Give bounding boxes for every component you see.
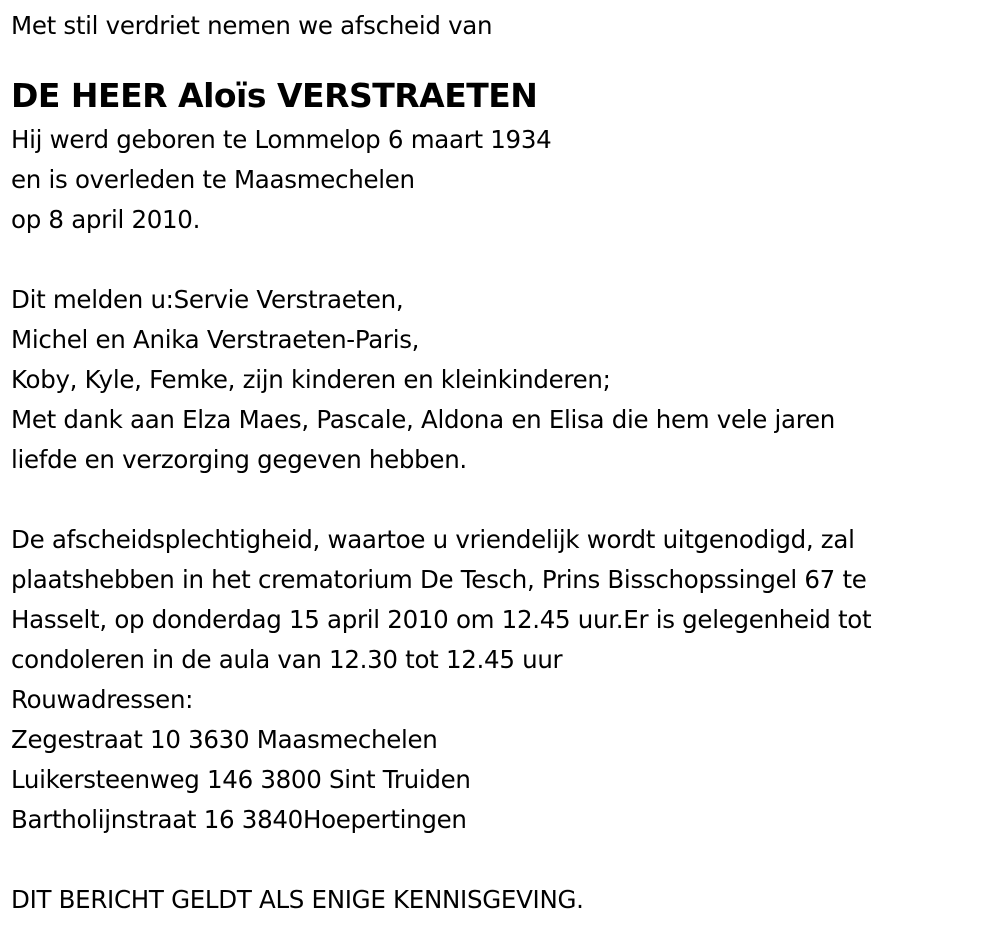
- ceremony-line: Hasselt, op donderdag 15 april 2010 om 12.45 uur.Er is gelegenheid tot: [11, 605, 872, 634]
- ceremony-section: [11, 520, 1000, 680]
- ceremony-line: plaatshebben in het crematorium De Tesch, Prins Bisschopssingel 67 te: [11, 565, 867, 594]
- intro-text: Met stil verdriet nemen we afscheid van: [11, 11, 493, 40]
- ceremony-line: De afscheidsplechtigheid, waartoe u vriendelijk wordt uitgenodigd, zal: [11, 525, 855, 554]
- birth-line: Hij werd geboren te Lommelop 6 maart 1934: [11, 125, 552, 154]
- birth-death-section: [11, 120, 1000, 240]
- address-line: Zegestraat 10 3630 Maasmechelen: [11, 725, 438, 754]
- family-line: Dit melden u:Servie Verstraeten,: [11, 285, 404, 314]
- closing-text: DIT BERICHT GELDT ALS ENIGE KENNISGEVING.: [11, 885, 584, 914]
- thanks-line: liefde en verzorging gegeven hebben.: [11, 445, 467, 474]
- spacer: [11, 840, 1000, 880]
- family-line: Koby, Kyle, Femke, zijn kinderen en kleinkinderen;: [11, 365, 611, 394]
- addresses-section: [11, 680, 1000, 840]
- family-section: [11, 280, 1000, 480]
- spacer: [11, 240, 1000, 280]
- address-line: Luikersteenweg 146 3800 Sint Truiden: [11, 765, 471, 794]
- thanks-line: Met dank aan Elza Maes, Pascale, Aldona en Elisa die hem vele jaren: [11, 405, 835, 434]
- family-line: Michel en Anika Verstraeten-Paris,: [11, 325, 420, 354]
- deceased-name: DE HEER Aloïs VERSTRAETEN: [11, 76, 538, 115]
- address-line: Bartholijnstraat 16 3840Hoepertingen: [11, 805, 467, 834]
- death-place-line: en is overleden te Maasmechelen: [11, 165, 415, 194]
- addresses-label: Rouwadressen:: [11, 685, 194, 714]
- death-date-line: op 8 april 2010.: [11, 205, 201, 234]
- spacer: [11, 480, 1000, 520]
- ceremony-line: condoleren in de aula van 12.30 tot 12.45 uur: [11, 645, 563, 674]
